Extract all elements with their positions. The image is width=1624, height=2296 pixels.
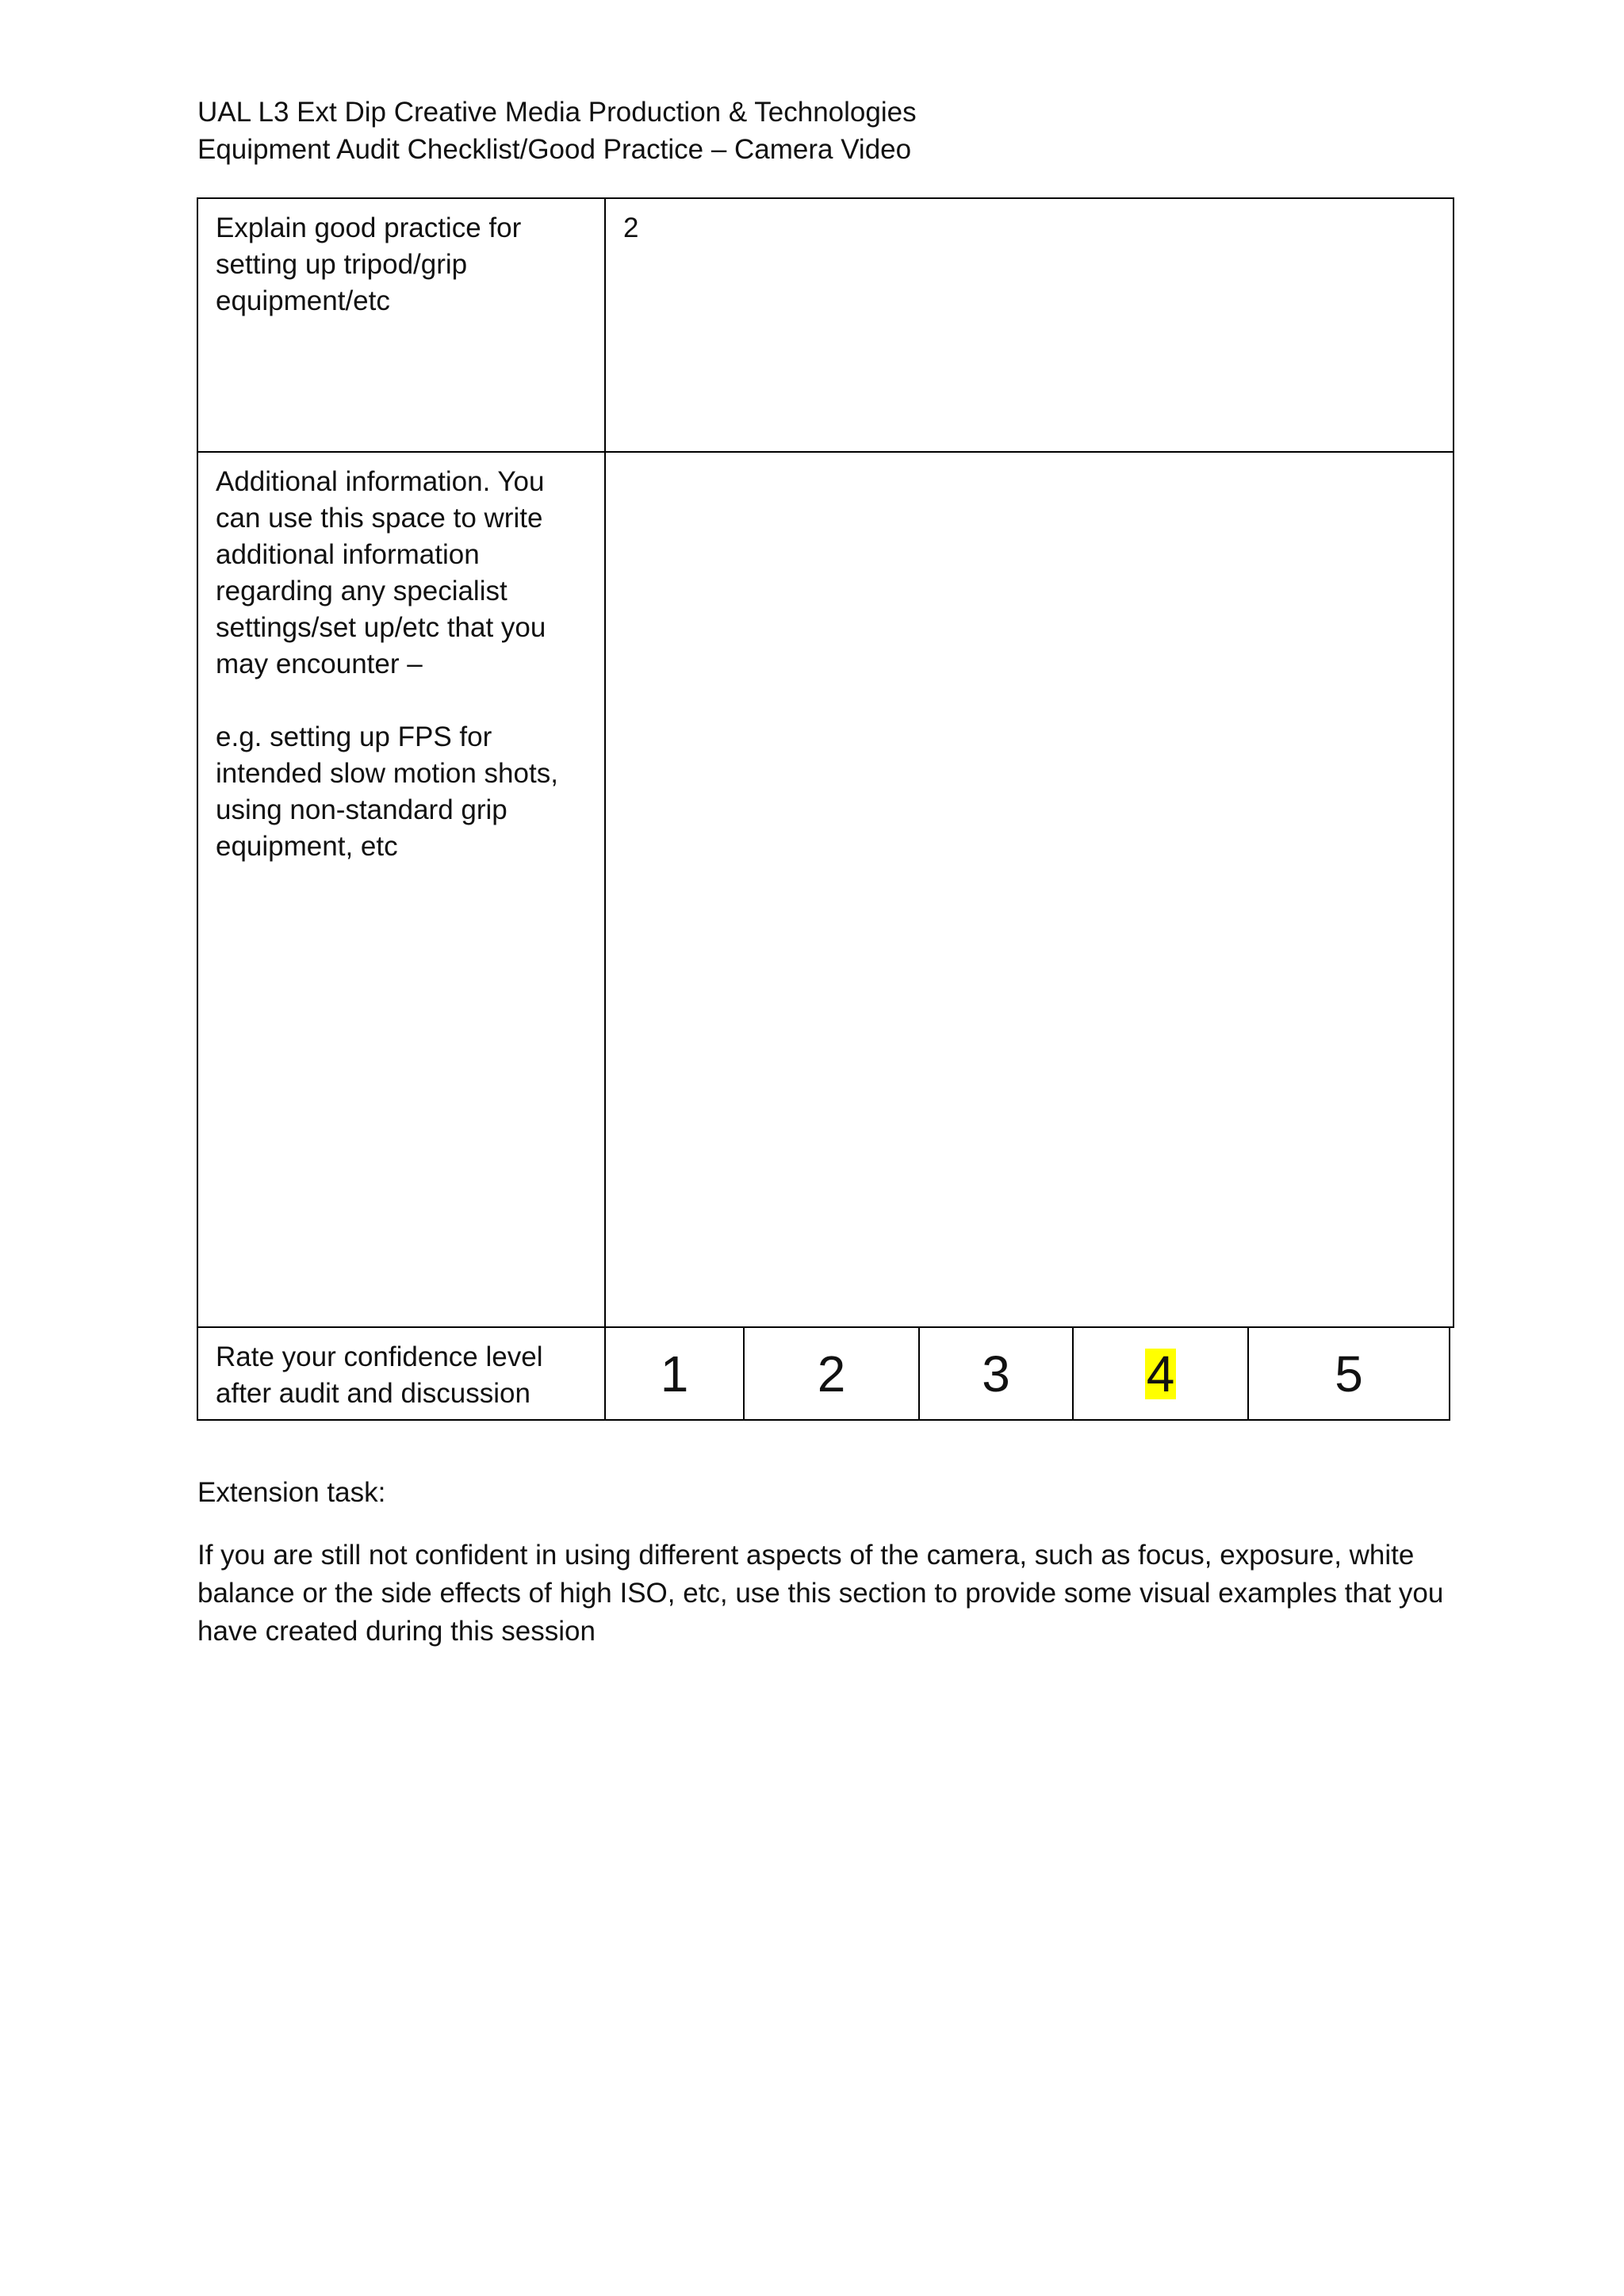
rating-value-4-highlighted: 4 bbox=[1146, 1345, 1175, 1402]
rating-option-3[interactable] bbox=[918, 1326, 1074, 1421]
rating-option-5[interactable] bbox=[1247, 1326, 1450, 1421]
rating-value-1: 1 bbox=[660, 1345, 689, 1402]
course-title: UAL L3 Ext Dip Creative Media Production & Technologies bbox=[197, 97, 917, 128]
rating-option-4[interactable] bbox=[1072, 1326, 1249, 1421]
document-subtitle: Equipment Audit Checklist/Good Practice – Camera Video bbox=[197, 134, 912, 165]
tripod-answer-cell[interactable] bbox=[604, 197, 1454, 453]
rating-value-2: 2 bbox=[817, 1345, 846, 1402]
extension-task-heading: Extension task: bbox=[197, 1477, 386, 1508]
tripod-question-label: Explain good practice for setting up tripod/grip equipment/etc bbox=[216, 212, 522, 316]
additional-info-label: Additional information. You can use this space to write additional information regarding any specialist settings/set up/etc that you may encounter – e.g. setting up FPS for intended slow motion shots, using non-standard grip equipment, etc bbox=[216, 466, 558, 862]
rating-option-2[interactable] bbox=[743, 1326, 920, 1421]
rating-value-3: 3 bbox=[982, 1345, 1010, 1402]
extension-task-instructions: If you are still not confident in using different aspects of the camera, such as focus, exposure, white balance or the side effects of high ISO, etc, use this section to provide some visual examples that you have created during this session bbox=[197, 1540, 1444, 1647]
rating-option-1[interactable] bbox=[604, 1326, 745, 1421]
additional-info-label-cell bbox=[197, 451, 606, 1328]
additional-info-answer-cell[interactable] bbox=[604, 451, 1454, 1328]
confidence-label: Rate your confidence level after audit and discussion bbox=[216, 1341, 543, 1409]
confidence-label-cell bbox=[197, 1326, 606, 1421]
document-header bbox=[197, 94, 917, 168]
tripod-answer-text: 2 bbox=[623, 212, 639, 243]
rating-value-5: 5 bbox=[1335, 1345, 1363, 1402]
tripod-label-cell bbox=[197, 197, 606, 453]
